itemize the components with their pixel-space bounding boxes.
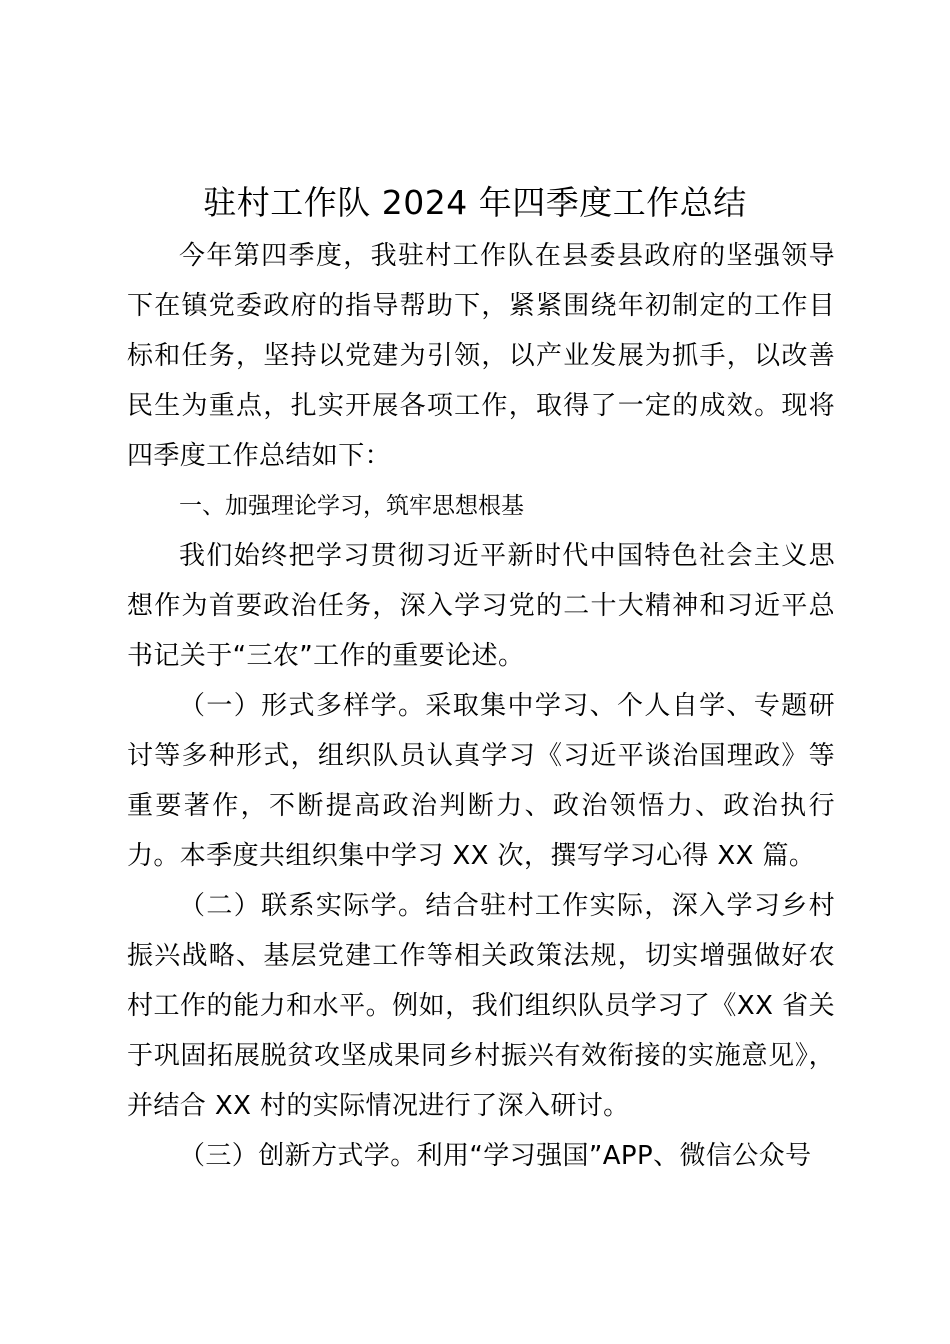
subsection-3-paragraph: （三）创新方式学。利用“学习强国”APP、微信公众号 — [179, 1141, 812, 1171]
subsection-1-paragraph: （一）形式多样学。采取集中学习、个人自学、专题研讨等多种形式，组织队员认真学习《习近平谈治国理政》等重要著作，不断提高政治判断力、政治领悟力、政治执行力。本季度共组织集中学习 XX 次，撰写学习心得 XX 篇。 — [127, 691, 835, 871]
document-title: 驻村工作队 2024 年四季度工作总结 — [203, 183, 747, 222]
document-body — [127, 231, 835, 1181]
section-intro-paragraph: 我们始终把学习贯彻习近平新时代中国特色社会主义思想作为首要政治任务，深入学习党的二十大精神和习近平总书记关于“三农”工作的重要论述。 — [127, 541, 835, 671]
intro-paragraph: 今年第四季度，我驻村工作队在县委县政府的坚强领导下在镇党委政府的指导帮助下，紧紧围绕年初制定的工作目标和任务，坚持以党建为引领，以产业发展为抓手，以改善民生为重点，扎实开展各项工作，取得了一定的成效。现将四季度工作总结如下： — [127, 241, 835, 471]
section-heading: 一、加强理论学习，筑牢思想根基 — [179, 493, 524, 519]
subsection-2-paragraph: （二）联系实际学。结合驻村工作实际，深入学习乡村振兴战略、基层党建工作等相关政策法规，切实增强做好农村工作的能力和水平。例如，我们组织队员学习了《XX 省关于巩固拓展脱贫攻坚成果同乡村振兴有效衔接的实施意见》，并结合 XX 村的实际情况进行了深入研讨。 — [127, 891, 835, 1121]
